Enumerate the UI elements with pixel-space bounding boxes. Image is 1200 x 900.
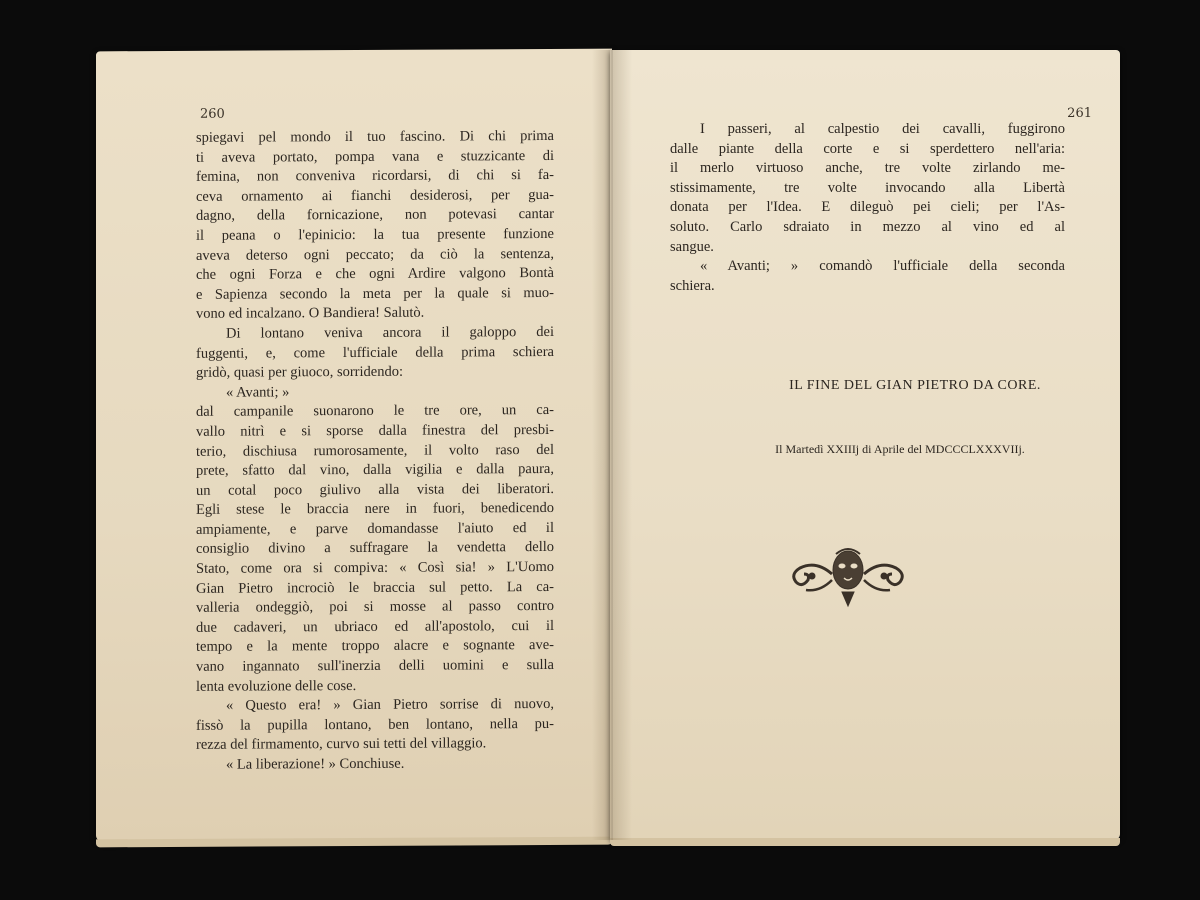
left-page-text (196, 127, 554, 775)
text-line: ampiamente, e parve domandasse l'aiuto ed il (196, 519, 554, 538)
text-line: ceva ornamento ai fianchi desiderosi, per gua- (196, 186, 554, 205)
text-line: prete, sfatto dal vino, dalla vigilia e dalla paura, (196, 461, 554, 479)
text-line: ti aveva portato, pompa vana e stuzzicante di (196, 147, 554, 166)
text-line: vono ed incalzano. O Bandiera! Salutò. (196, 304, 425, 323)
text-line: Di lontano veniva ancora il galoppo dei (226, 323, 554, 342)
page-edge (96, 837, 612, 848)
text-line: un cotal poco giulivo alla vista dei liberatori. (196, 480, 554, 499)
text-line: fuggenti, e, come l'ufficiale della prima schiera (196, 343, 554, 362)
colophon-title: IL FINE DEL GIAN PIETRO DA CORE. (789, 378, 1041, 393)
book-spread (96, 50, 1120, 840)
page-number-left: 260 (200, 106, 225, 122)
text-line: « Questo era! » Gian Pietro sorrise di nuovo, (226, 696, 554, 714)
text-line: spiegavi pel mondo il tuo fascino. Di chi prima (196, 127, 554, 146)
right-page (610, 50, 1120, 840)
text-line: il merlo virtuoso anche, tre volte zirlando me- (670, 160, 1065, 177)
page-edge (610, 838, 1120, 846)
text-line: terio, dischiusa rumorosamente, il volto raso del (196, 441, 554, 460)
colophon-date: Il Martedì XXIIIj di Aprile del MDCCCLXXXVIIj. (775, 442, 1025, 456)
text-line: consiglio divino a suffragare la vendetta dello (196, 539, 554, 558)
text-line: lenta evoluzione delle cose. (196, 677, 357, 695)
text-line: rezza del firmamento, curvo sui tetti del villaggio. (196, 735, 487, 754)
text-line: donata per l'Idea. E dileguò pei cieli; per l'As- (670, 199, 1065, 216)
right-page-text (670, 120, 1065, 296)
text-line: femina, non conveniva ricordarsi, di chi si fa- (196, 167, 554, 186)
text-line: aveva deterso ogni peccato; da ciò la sentenza, (196, 245, 554, 264)
text-line: Egli stese le braccia nere in fuori, benedicendo (196, 500, 554, 519)
mask-ornament-icon (786, 540, 910, 612)
left-page (96, 49, 612, 842)
text-line: dagno, della fornicazione, non potevasi cantar (196, 206, 554, 225)
text-line: e Sapienza secondo la meta per la quale si muo- (196, 284, 554, 303)
text-line: valleria ondeggiò, poi si mosse al passo contro (196, 598, 554, 617)
text-line: gridò, quasi per giuoco, sorridendo: (196, 363, 403, 381)
text-line: Gian Pietro incrociò le braccia sul petto. La ca- (196, 578, 554, 597)
text-line: I passeri, al calpestio dei cavalli, fuggirono (700, 121, 1065, 137)
text-line: vano ingannato sull'inerzia delli uomini e sulla (196, 656, 554, 675)
text-line: dal campanile suonarono le tre ore, un ca- (196, 402, 554, 421)
text-line: « Avanti; » comandò l'ufficiale della seconda (700, 258, 1065, 275)
text-line: che ogni Forza e che ogni Ardire valgono Bontà (196, 265, 554, 283)
text-line: soluto. Carlo sdraiato in mezzo al vino ed al (670, 218, 1065, 235)
text-line: due cadaveri, un ubriaco ed all'apostolo, cui il (196, 617, 554, 636)
text-line: « Avanti; » (226, 384, 290, 401)
page-number-right: 261 (1067, 106, 1092, 121)
text-line: il peana o l'epinicio: la tua presente funzione (196, 225, 554, 244)
text-line: schiera. (670, 277, 715, 294)
text-line: « La liberazione! » Conchiuse. (226, 755, 405, 773)
text-line: sangue. (670, 238, 714, 255)
text-line: dalle piante della corte e si sperdettero nell'aria: (670, 140, 1065, 157)
text-line: tempo e la mente troppo alacre e sognante ave- (196, 637, 554, 656)
text-line: Stato, come ora si compiva: « Così sia! » L'Uomo (196, 559, 554, 577)
text-line: vallo nitrì e si sporse dalla finestra del presbi- (196, 421, 554, 440)
text-line: stissimamente, tre volte invocando alla Libertà (670, 179, 1065, 196)
text-line: fissò la pupilla lontano, ben lontano, nella pu- (196, 715, 554, 734)
